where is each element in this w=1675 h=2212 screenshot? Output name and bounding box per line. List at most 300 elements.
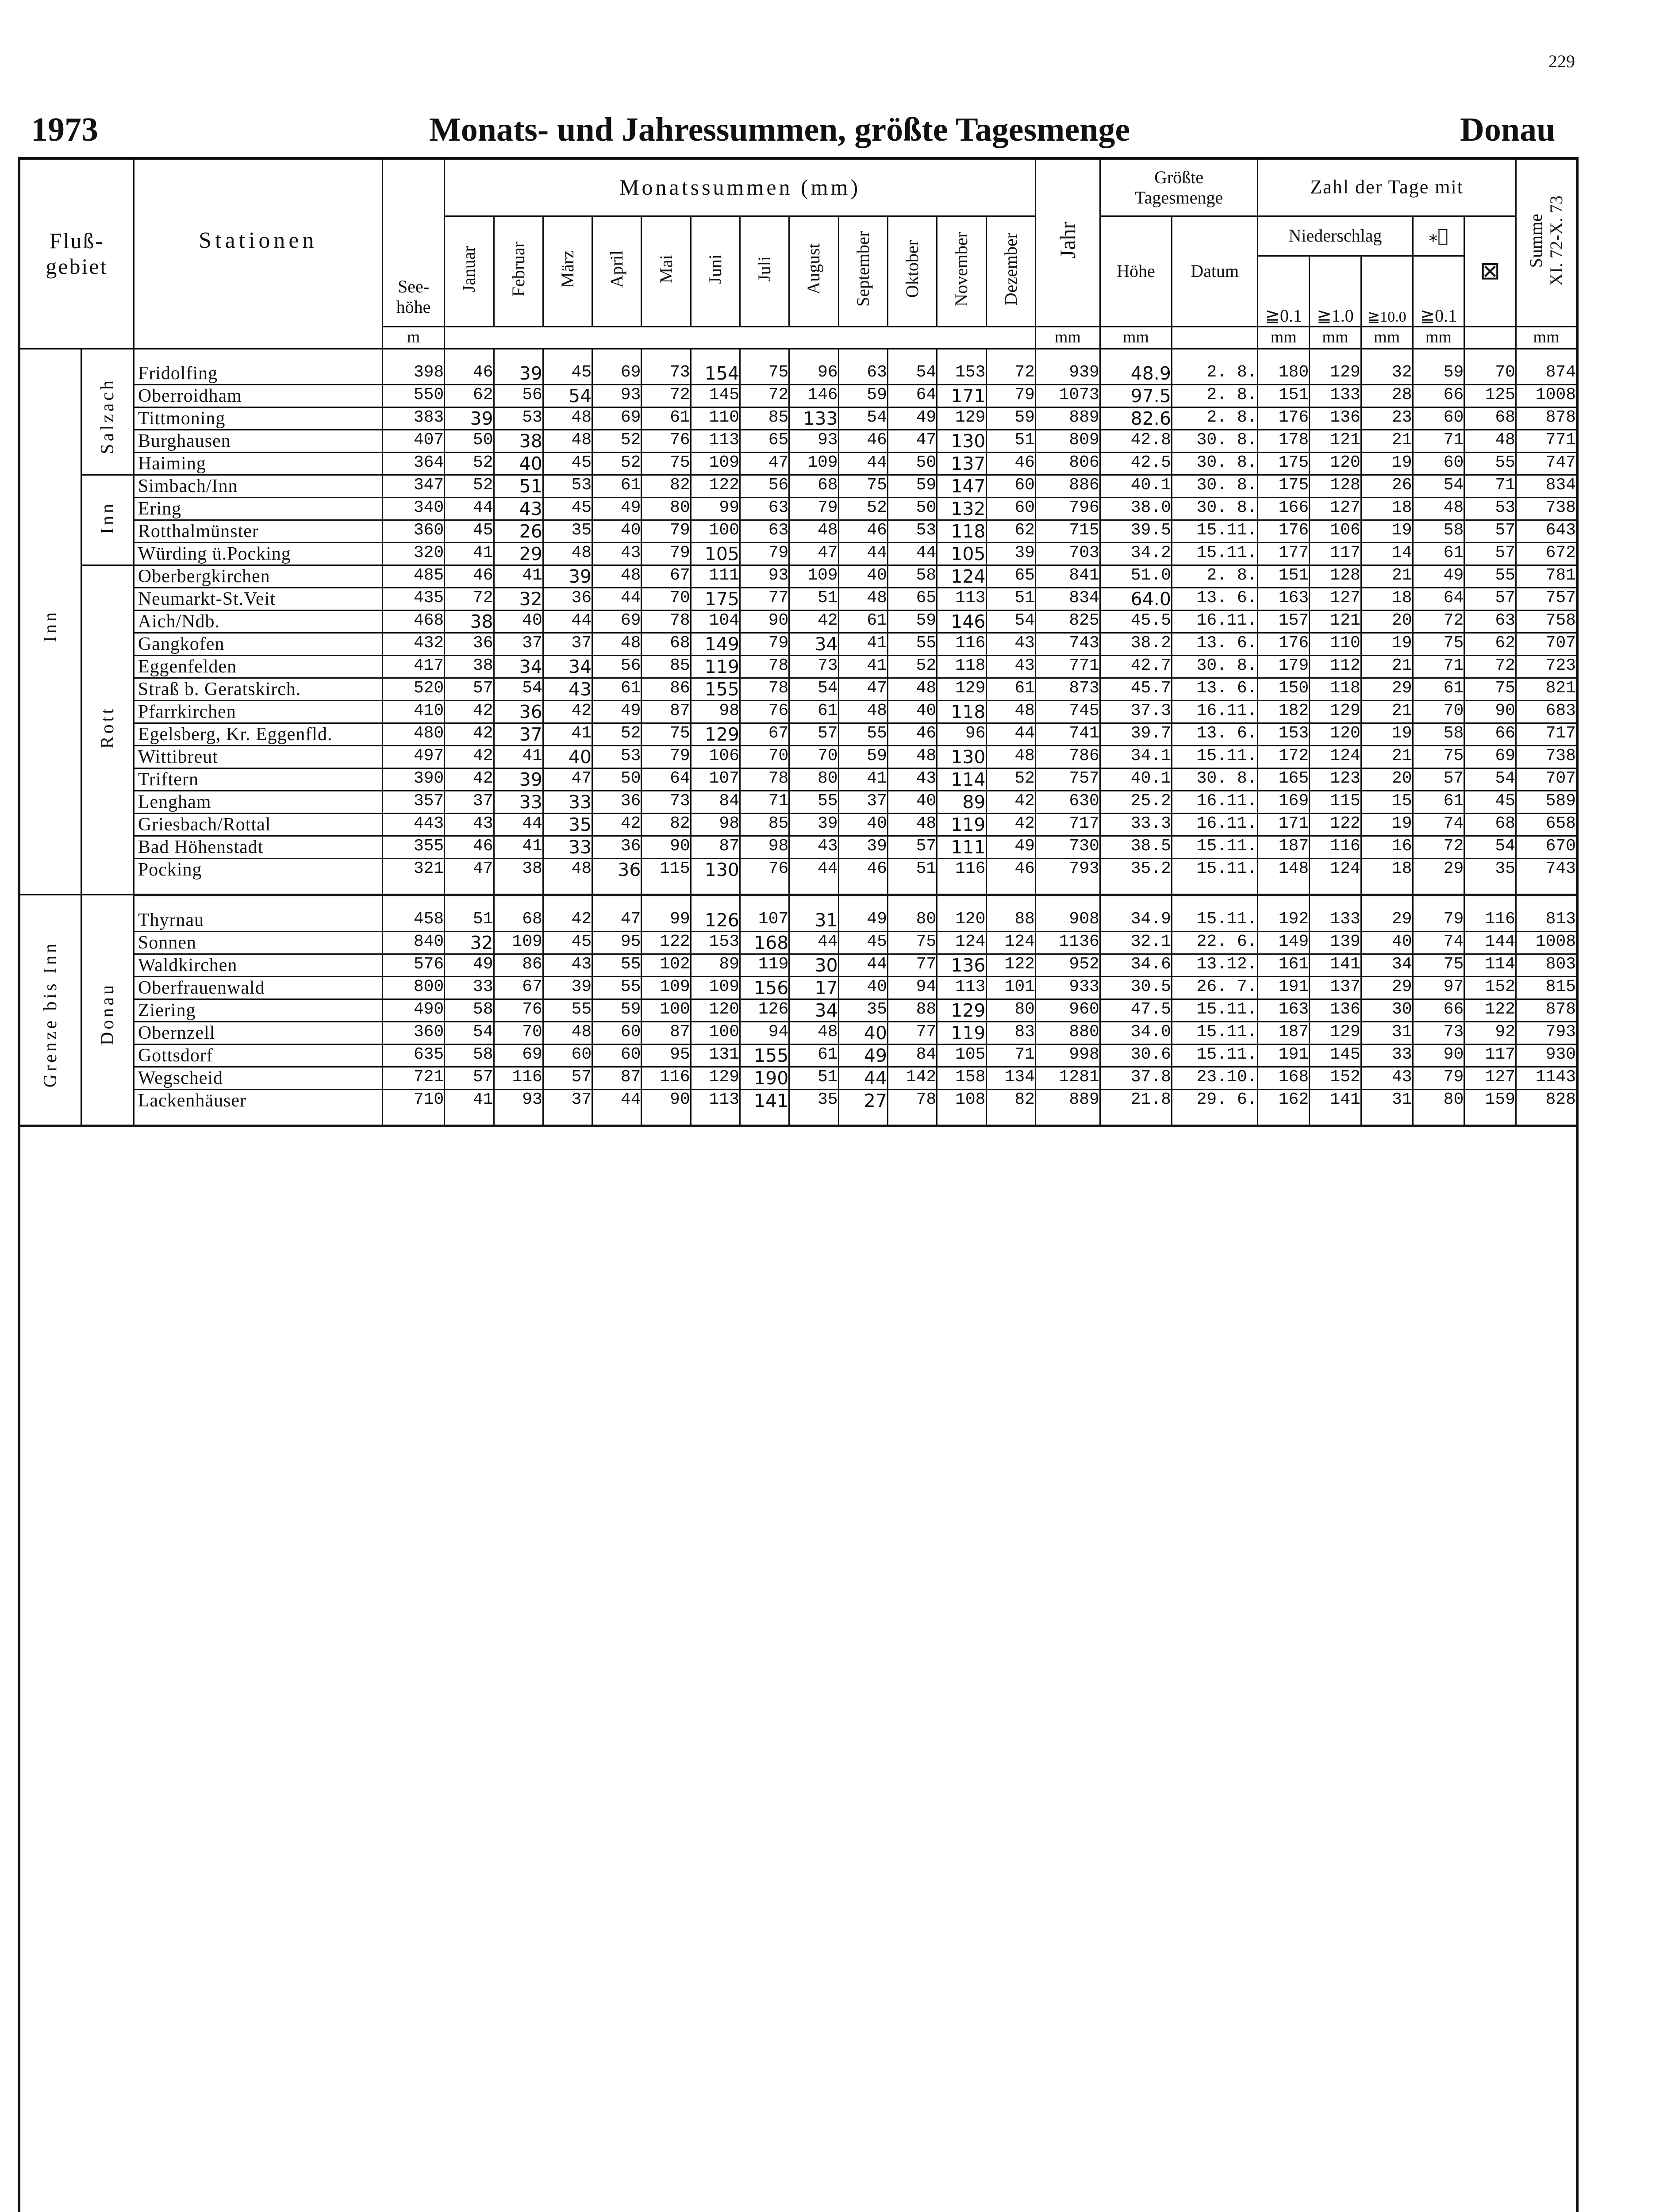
col-stationen: Stationen [134,158,382,349]
cell-15: 40.1 [1100,768,1172,791]
cell-8: 65 [740,430,789,452]
cell-5: 50 [592,768,642,791]
cell-11: 40 [887,700,937,723]
cell-19: 31 [1361,1022,1413,1044]
cell-3: 36 [494,700,543,723]
cell-15: 51.0 [1100,565,1172,588]
cell-11: 57 [887,836,937,858]
cell-8: 94 [740,1022,789,1044]
cell-6: 90 [642,836,691,858]
cell-2: 32 [445,931,494,954]
cell-8: 76 [740,858,789,895]
cell-15: 42.8 [1100,430,1172,452]
cell-16: 26. 7. [1172,976,1258,999]
cell-10: 49 [838,1044,887,1067]
cell-13: 83 [986,1022,1035,1044]
cell-19: 16 [1361,836,1413,858]
cell-8: 78 [740,655,789,678]
cell-6: 87 [642,1022,691,1044]
cell-14: 952 [1035,954,1100,976]
cell-20: 74 [1413,813,1464,836]
cell-17: 161 [1258,954,1310,976]
cell-14: 786 [1035,745,1100,768]
cell-21: 54 [1464,768,1516,791]
cell-7: 109 [691,452,740,475]
cell-7: 153 [691,931,740,954]
cell-12: 130 [937,745,986,768]
cell-12: 116 [937,633,986,655]
cell-1: 635 [382,1044,444,1067]
cell-7: 145 [691,384,740,407]
cell-16: 30. 8. [1172,655,1258,678]
cell-12: 153 [937,349,986,384]
cell-22: 717 [1516,723,1577,745]
cell-21: 114 [1464,954,1516,976]
cell-10: 41 [838,768,887,791]
cell-11: 64 [887,384,937,407]
cell-13: 43 [986,633,1035,655]
cell-10: 54 [838,407,887,430]
cell-20: 64 [1413,588,1464,610]
cell-17: 182 [1258,700,1310,723]
table-row [19,678,1577,700]
cell-19: 28 [1361,384,1413,407]
cell-11: 40 [887,791,937,813]
cell-18: 139 [1310,931,1361,954]
cell-22: 803 [1516,954,1577,976]
cell-19: 43 [1361,1067,1413,1089]
cell-20: 29 [1413,858,1464,895]
cell-21: 75 [1464,678,1516,700]
cell-9: 48 [789,520,838,542]
table-row [19,954,1577,976]
header-title: Monats- und Jahressummen, größte Tagesmenge [429,111,1130,148]
cell-2: 42 [445,700,494,723]
cell-14: 717 [1035,813,1100,836]
cell-15: 42.7 [1100,655,1172,678]
cell-2: 46 [445,349,494,384]
cell-4: 37 [543,1089,592,1126]
cell-2: 58 [445,999,494,1022]
cell-20: 79 [1413,1067,1464,1089]
cell-17: 168 [1258,1067,1310,1089]
cell-13: 52 [986,768,1035,791]
cell-20: 60 [1413,452,1464,475]
cell-6: 87 [642,700,691,723]
cell-6: 90 [642,1089,691,1126]
cell-11: 80 [887,895,937,932]
cell-6: 102 [642,954,691,976]
cell-2: 38 [445,655,494,678]
subgroup-label [81,349,134,475]
cell-16: 15.11. [1172,895,1258,932]
cell-22: 723 [1516,655,1577,678]
cell-2: 57 [445,678,494,700]
cell-18: 141 [1310,1089,1361,1126]
table-row [19,768,1577,791]
cell-4: 55 [543,999,592,1022]
cell-10: 44 [838,542,887,565]
cell-3: 56 [494,384,543,407]
cell-3: 54 [494,678,543,700]
cell-9: 133 [789,407,838,430]
cell-12: 96 [937,723,986,745]
cell-10: 44 [838,452,887,475]
cell-19: 19 [1361,520,1413,542]
cell-12: 118 [937,655,986,678]
cell-21: 71 [1464,475,1516,497]
cell-9: 51 [789,588,838,610]
cell-19: 21 [1361,700,1413,723]
unit-datum [1172,326,1258,349]
cell-7: 105 [691,542,740,565]
cell-13: 48 [986,745,1035,768]
cell-15: 97.5 [1100,384,1172,407]
cell-15: 33.3 [1100,813,1172,836]
cell-2: 36 [445,633,494,655]
cell-13: 46 [986,858,1035,895]
station-name: Fridolfing [134,349,382,384]
cell-22: 672 [1516,542,1577,565]
group-label [19,895,81,1126]
station-name: Oberfrauenwald [134,976,382,999]
cell-4: 48 [543,858,592,895]
cell-21: 127 [1464,1067,1516,1089]
col-hoehe: Höhe [1100,216,1172,326]
unit-seehoehe: m [382,326,444,349]
cell-3: 38 [494,858,543,895]
cell-13: 42 [986,791,1035,813]
cell-15: 39.5 [1100,520,1172,542]
cell-7: 129 [691,723,740,745]
cell-14: 757 [1035,768,1100,791]
cell-22: 1008 [1516,931,1577,954]
cell-17: 169 [1258,791,1310,813]
cell-5: 69 [592,349,642,384]
cell-19: 19 [1361,452,1413,475]
cell-9: 31 [789,895,838,932]
cell-2: 57 [445,1067,494,1089]
cell-6: 79 [642,745,691,768]
unit-t0: mm [1258,326,1310,349]
cell-6: 61 [642,407,691,430]
cell-4: 54 [543,384,592,407]
cell-3: 37 [494,633,543,655]
cell-12: 171 [937,384,986,407]
subgroup-label [81,565,134,895]
cell-11: 58 [887,565,937,588]
cell-9: 43 [789,836,838,858]
cell-22: 738 [1516,745,1577,768]
cell-1: 407 [382,430,444,452]
cell-9: 30 [789,954,838,976]
cell-4: 35 [543,813,592,836]
cell-10: 40 [838,565,887,588]
cell-21: 57 [1464,588,1516,610]
cell-11: 77 [887,954,937,976]
cell-19: 20 [1361,610,1413,633]
cell-22: 670 [1516,836,1577,858]
station-name: Haiming [134,452,382,475]
cell-2: 51 [445,895,494,932]
cell-7: 155 [691,678,740,700]
cell-2: 62 [445,384,494,407]
cell-7: 175 [691,588,740,610]
station-name: Wegscheid [134,1067,382,1089]
cell-22: 758 [1516,610,1577,633]
cell-14: 939 [1035,349,1100,384]
cell-12: 108 [937,1089,986,1126]
cell-18: 152 [1310,1067,1361,1089]
table-row [19,836,1577,858]
cell-8: 79 [740,633,789,655]
cell-11: 65 [887,588,937,610]
cell-2: 41 [445,1089,494,1126]
cell-22: 643 [1516,520,1577,542]
cell-6: 109 [642,976,691,999]
cell-10: 27 [838,1089,887,1126]
cell-11: 49 [887,407,937,430]
cell-3: 51 [494,475,543,497]
cell-3: 39 [494,349,543,384]
cell-11: 54 [887,349,937,384]
cell-19: 33 [1361,1044,1413,1067]
cell-2: 42 [445,768,494,791]
cell-3: 32 [494,588,543,610]
cell-7: 111 [691,565,740,588]
cell-1: 417 [382,655,444,678]
cell-11: 48 [887,745,937,768]
cell-4: 45 [543,931,592,954]
cell-15: 34.6 [1100,954,1172,976]
cell-3: 34 [494,655,543,678]
cell-3: 116 [494,1067,543,1089]
cell-4: 53 [543,475,592,497]
unit-months [445,326,1036,349]
cell-21: 62 [1464,633,1516,655]
cell-21: 45 [1464,791,1516,813]
cell-7: 98 [691,813,740,836]
station-name: Pfarrkirchen [134,700,382,723]
cell-14: 960 [1035,999,1100,1022]
cell-9: 61 [789,1044,838,1067]
cell-11: 48 [887,678,937,700]
cell-22: 1143 [1516,1067,1577,1089]
cell-17: 192 [1258,895,1310,932]
cell-5: 52 [592,723,642,745]
cell-4: 48 [543,407,592,430]
cell-19: 26 [1361,475,1413,497]
table-row [19,1044,1577,1067]
subgroup-label [81,895,134,1126]
table-row [19,497,1577,520]
cell-22: 738 [1516,497,1577,520]
cell-21: 152 [1464,976,1516,999]
unit-t2: mm [1361,326,1413,349]
cell-17: 150 [1258,678,1310,700]
unit-t3: mm [1413,326,1464,349]
cell-3: 26 [494,520,543,542]
cell-20: 97 [1413,976,1464,999]
cell-7: 120 [691,999,740,1022]
table-row [19,349,1577,384]
cell-15: 38.0 [1100,497,1172,520]
station-name: Obernzell [134,1022,382,1044]
cell-11: 77 [887,1022,937,1044]
cell-13: 60 [986,475,1035,497]
cell-5: 44 [592,1089,642,1126]
cell-16: 13. 6. [1172,588,1258,610]
cell-3: 37 [494,723,543,745]
cell-19: 31 [1361,1089,1413,1126]
cell-16: 15.11. [1172,542,1258,565]
cell-19: 21 [1361,655,1413,678]
cell-2: 52 [445,475,494,497]
cell-2: 37 [445,791,494,813]
table-row [19,723,1577,745]
cell-21: 35 [1464,858,1516,895]
cell-12: 124 [937,565,986,588]
cell-15: 37.8 [1100,1067,1172,1089]
cell-7: 154 [691,349,740,384]
cell-18: 141 [1310,954,1361,976]
cell-21: 66 [1464,723,1516,745]
table-row [19,475,1577,497]
cell-12: 120 [937,895,986,932]
cell-13: 124 [986,931,1035,954]
cell-8: 70 [740,745,789,768]
cell-6: 73 [642,791,691,813]
cell-15: 40.1 [1100,475,1172,497]
cell-22: 834 [1516,475,1577,497]
cell-18: 120 [1310,723,1361,745]
cell-20: 80 [1413,1089,1464,1126]
cell-12: 114 [937,768,986,791]
cell-20: 72 [1413,610,1464,633]
table-row [19,610,1577,633]
cell-4: 60 [543,1044,592,1067]
table-row [19,700,1577,723]
cell-19: 23 [1361,407,1413,430]
cell-15: 34.0 [1100,1022,1172,1044]
cell-15: 30.6 [1100,1044,1172,1067]
cell-5: 49 [592,700,642,723]
cell-11: 51 [887,858,937,895]
cell-6: 82 [642,813,691,836]
cell-16: 2. 8. [1172,384,1258,407]
cell-9: 42 [789,610,838,633]
cell-5: 40 [592,520,642,542]
cell-21: 125 [1464,384,1516,407]
cell-12: 129 [937,999,986,1022]
cell-12: 105 [937,1044,986,1067]
cell-9: 47 [789,542,838,565]
cell-7: 100 [691,520,740,542]
cell-1: 490 [382,999,444,1022]
cell-8: 168 [740,931,789,954]
cell-13: 54 [986,610,1035,633]
cell-21: 53 [1464,497,1516,520]
cell-11: 46 [887,723,937,745]
cell-3: 38 [494,430,543,452]
cell-19: 18 [1361,858,1413,895]
cell-13: 46 [986,452,1035,475]
cell-18: 122 [1310,813,1361,836]
cell-20: 59 [1413,349,1464,384]
table-row [19,791,1577,813]
cell-20: 74 [1413,931,1464,954]
cell-5: 36 [592,858,642,895]
cell-3: 40 [494,452,543,475]
cell-18: 115 [1310,791,1361,813]
group-label-text: Grenze bis Inn [40,941,61,1087]
cell-14: 793 [1035,858,1100,895]
cell-1: 840 [382,931,444,954]
cell-10: 44 [838,954,887,976]
cell-14: 908 [1035,895,1100,932]
cell-16: 2. 8. [1172,565,1258,588]
cell-18: 120 [1310,452,1361,475]
station-name: Eggenfelden [134,655,382,678]
cell-12: 118 [937,520,986,542]
cell-17: 178 [1258,430,1310,452]
cell-12: 132 [937,497,986,520]
cell-4: 35 [543,520,592,542]
month-8: September [838,216,887,326]
cell-13: 72 [986,349,1035,384]
cell-20: 61 [1413,678,1464,700]
cell-18: 128 [1310,565,1361,588]
cell-9: 109 [789,452,838,475]
cell-14: 715 [1035,520,1100,542]
cell-21: 68 [1464,813,1516,836]
cell-20: 90 [1413,1044,1464,1067]
cell-15: 45.5 [1100,610,1172,633]
cell-15: 37.3 [1100,700,1172,723]
cell-9: 146 [789,384,838,407]
cell-13: 62 [986,520,1035,542]
cell-4: 43 [543,954,592,976]
cell-22: 813 [1516,895,1577,932]
cell-22: 1008 [1516,384,1577,407]
cell-6: 99 [642,895,691,932]
cell-19: 19 [1361,633,1413,655]
cell-6: 115 [642,858,691,895]
col-seehoehe: See- höhe [382,158,444,326]
cell-5: 52 [592,452,642,475]
cell-20: 58 [1413,520,1464,542]
table-row [19,1067,1577,1089]
snow-icon: ⁎⃝ [1413,216,1464,256]
cell-16: 15.11. [1172,836,1258,858]
cell-2: 42 [445,723,494,745]
cell-10: 52 [838,497,887,520]
station-name: Wittibreut [134,745,382,768]
cell-7: 99 [691,497,740,520]
cell-10: 49 [838,895,887,932]
cell-7: 122 [691,475,740,497]
cell-19: 14 [1361,542,1413,565]
cell-13: 44 [986,723,1035,745]
cell-11: 43 [887,768,937,791]
cell-12: 136 [937,954,986,976]
cell-5: 44 [592,588,642,610]
cell-9: 80 [789,768,838,791]
cell-10: 47 [838,678,887,700]
cell-11: 47 [887,430,937,452]
cell-7: 149 [691,633,740,655]
cell-4: 36 [543,588,592,610]
